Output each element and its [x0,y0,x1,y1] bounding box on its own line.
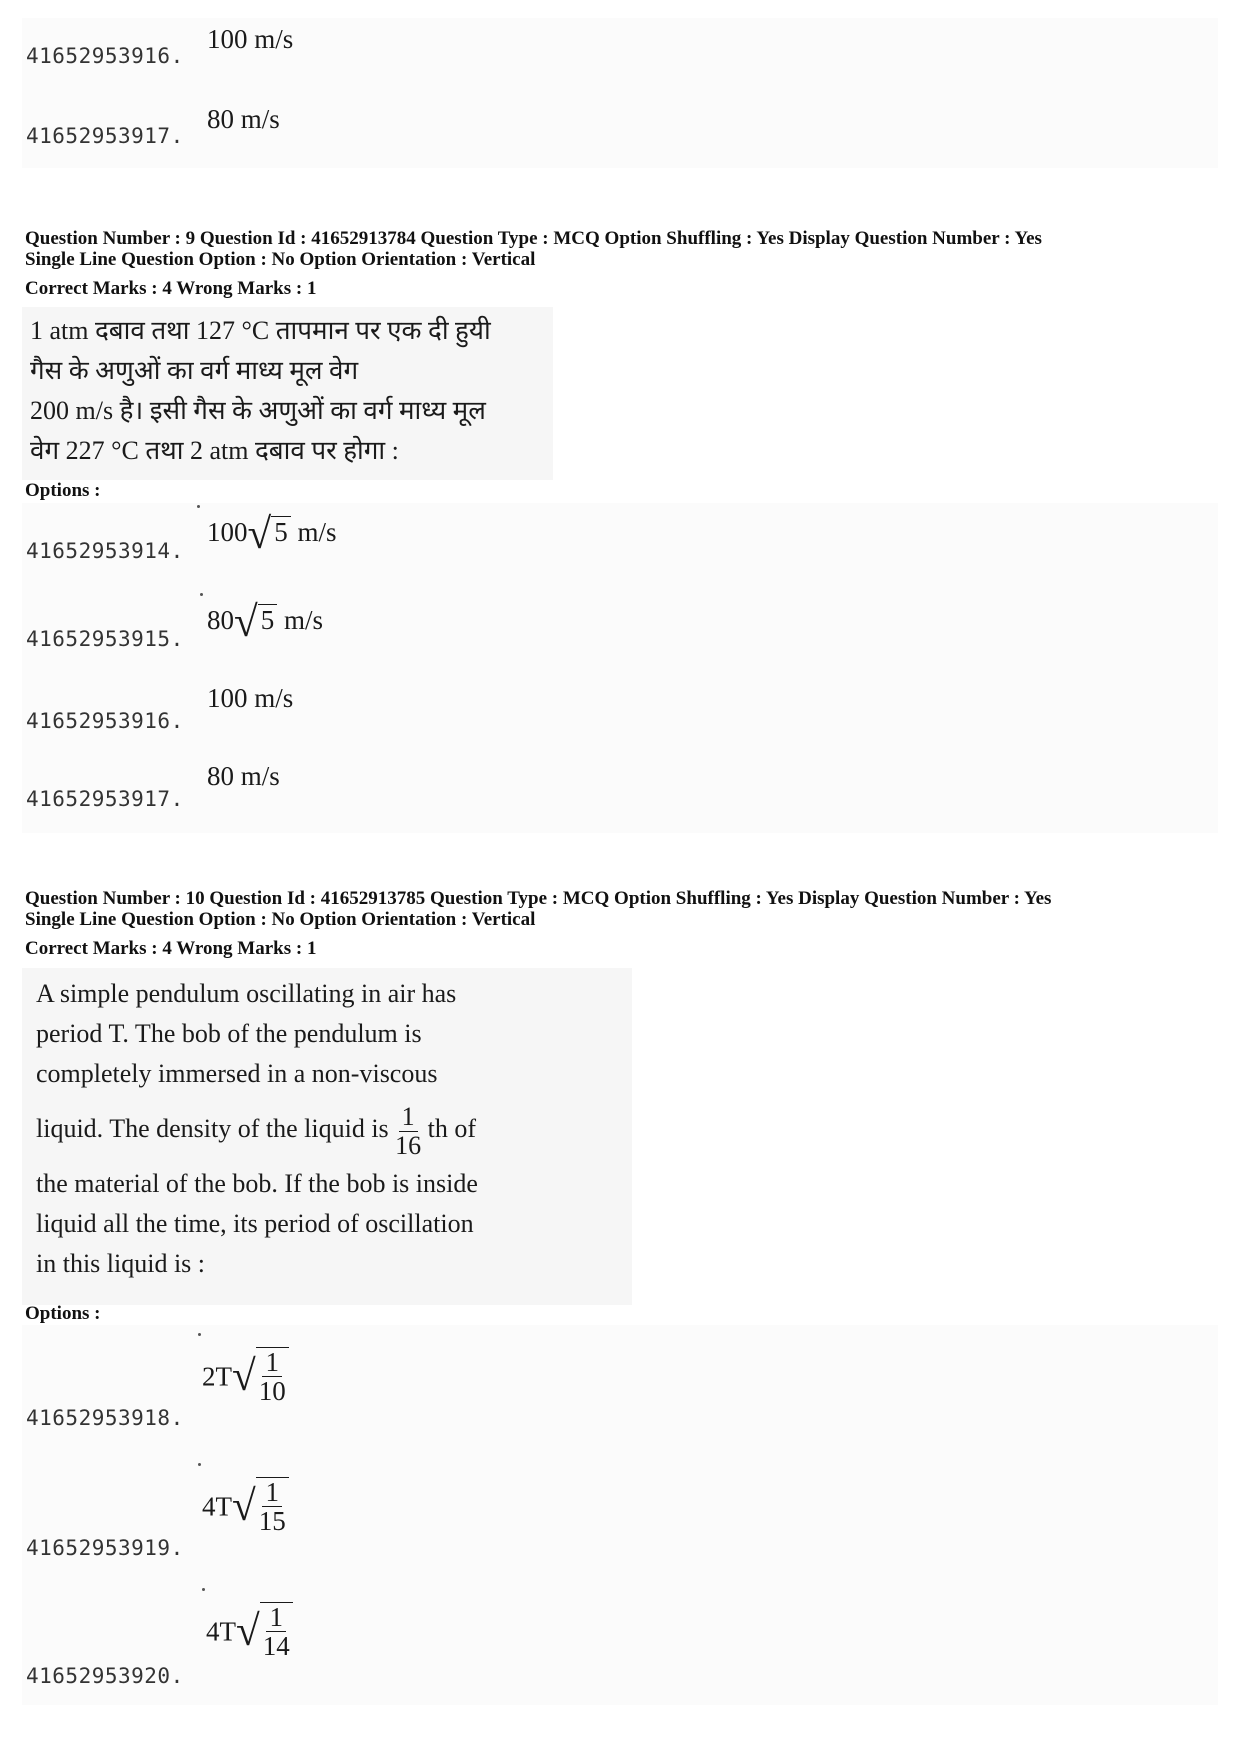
marker-dot [197,505,200,508]
option-row[interactable] [22,591,1218,651]
coefficient: 100 [207,516,248,547]
q10-meta-line1: Question Number : 10 Question Id : 41652913785 Question Type : MCQ Option Shuffling : Yes Display Question Number : Yes [25,888,1052,909]
top-options-block [22,18,1218,168]
fraction-numerator: 1 [262,1478,282,1507]
q9-question-text [22,307,553,480]
coefficient: 80 [207,604,234,635]
option-value: 100 m/s [207,683,294,713]
q10-options-label: Options : [25,1303,101,1324]
unit: m/s [283,604,323,635]
option-value [202,1347,289,1406]
option-value [206,1602,293,1661]
q10-question-text [22,968,632,1305]
sqrt-sign: √ 5 [248,513,291,556]
option-row[interactable] [22,683,1218,733]
q10-text-after-fraction: th of [427,1114,477,1143]
option-id: 41652953914. [26,539,184,563]
q10-text-line: liquid all the time, its period of oscillation [36,1209,474,1238]
sqrt-sign: √ 5 [234,601,277,644]
fraction-numerator: 1 [399,1103,418,1131]
coefficient: 4T [206,1616,236,1647]
q10-meta-line2: Single Line Question Option : No Option Orientation : Vertical [25,909,536,930]
fraction-numerator: 1 [266,1603,286,1632]
q10-text-line: A simple pendulum oscillating in air has [36,979,457,1008]
q9-text-line: वेग 227 °C तथा 2 atm दबाव पर होगा : [30,436,399,465]
fraction [395,1103,421,1159]
option-value [202,1477,289,1536]
q9-options-block [22,503,1218,833]
coefficient: 4T [202,1491,232,1522]
option-id: 41652953920. [26,1664,184,1688]
radicand: 5 [258,604,278,636]
option-id: 41652953916. [26,709,184,733]
option-value [207,601,323,644]
option-row[interactable] [22,18,1218,68]
marker-dot [198,1333,201,1336]
option-id: 41652953919. [26,1536,184,1560]
q9-meta-line2: Single Line Question Option : No Option Orientation : Vertical [25,249,536,270]
q9-text-line: 200 m/s है। इसी गैस के अणुओं का वर्ग माध्य मूल [30,396,486,425]
unit: m/s [297,516,337,547]
radicand [256,1477,289,1536]
option-row[interactable] [22,503,1218,563]
q10-text-line: in this liquid is : [36,1249,206,1278]
radicand: 5 [271,516,291,548]
option-row[interactable] [22,1455,1218,1560]
option-row[interactable] [22,98,1218,148]
fraction-denominator: 15 [258,1506,286,1537]
radicand [256,1347,289,1406]
q10-text-line: completely immersed in a non-viscous [36,1059,438,1088]
option-row[interactable] [22,1580,1218,1688]
q9-text-line: गैस के अणुओं का वर्ग माध्य मूल वेग [30,356,359,385]
marker-dot [202,1588,205,1591]
q10-text-line: period T. The bob of the pendulum is [36,1019,422,1048]
q10-marks: Correct Marks : 4 Wrong Marks : 1 [25,938,317,959]
option-id: 41652953915. [26,627,184,651]
sqrt-sign: √ [232,1483,256,1531]
option-value: 80 m/s [207,104,280,134]
q9-text-line: 1 atm दबाव तथा 127 °C तापमान पर एक दी हुयी [30,316,491,345]
q10-text-line: the material of the bob. If the bob is inside [36,1169,478,1198]
sqrt-sign: √ [232,1353,256,1401]
option-row[interactable] [22,1325,1218,1430]
fraction-denominator: 16 [395,1130,422,1160]
q9-meta-line1: Question Number : 9 Question Id : 41652913784 Question Type : MCQ Option Shuffling : Yes Display Question Number : Yes [25,228,1042,249]
q10-text-before-fraction: liquid. The density of the liquid is [36,1114,389,1143]
q10-options-block [22,1325,1218,1705]
coefficient: 2T [202,1361,232,1392]
option-id: 41652953917. [26,124,184,148]
marker-dot [200,593,203,596]
option-value [207,513,336,556]
q9-marks: Correct Marks : 4 Wrong Marks : 1 [25,278,317,299]
option-value: 100 m/s [207,24,294,54]
radicand [260,1602,293,1661]
q10-frac-line [36,1094,618,1164]
option-id: 41652953917. [26,787,184,811]
option-value: 80 m/s [207,761,280,791]
sqrt-sign: √ [236,1608,260,1656]
fraction-denominator: 14 [262,1631,290,1662]
fraction-denominator: 10 [258,1376,286,1407]
option-row[interactable] [22,761,1218,811]
q9-options-label: Options : [25,480,101,501]
option-id: 41652953916. [26,44,184,68]
fraction-numerator: 1 [262,1348,282,1377]
marker-dot [198,1463,201,1466]
option-id: 41652953918. [26,1406,184,1430]
